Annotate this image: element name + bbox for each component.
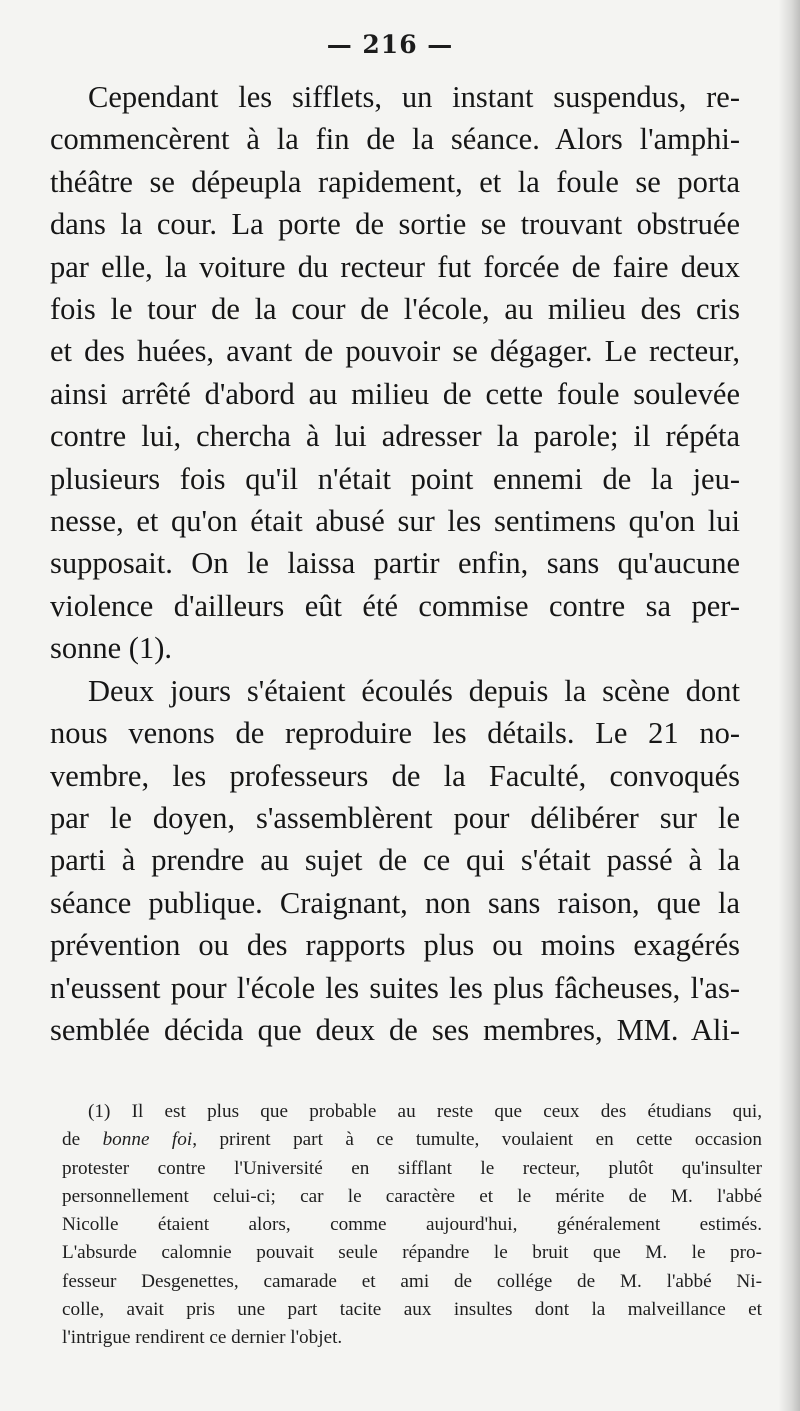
text-line: parti à prendre au sujet de ce qui s'était passé à la: [50, 843, 740, 878]
page-edge-shadow: [778, 0, 800, 1411]
footnote-text: , prirent part à ce tumulte, voulaient en cette occasion: [192, 1129, 762, 1151]
text-line: ainsi arrêté d'abord au milieu de cette foule soulevée: [50, 376, 740, 411]
footnote-line: fesseur Desgenettes, camarade et ami de collége de M. l'abbé Ni-: [62, 1270, 762, 1292]
text-line: commencèrent à la fin de la séance. Alors l'amphi-: [50, 122, 740, 157]
footnote-line: protester contre l'Université en sifflant le recteur, plutôt qu'insulter: [62, 1157, 762, 1179]
footnote-line: Nicolle étaient alors, comme aujourd'hui, généralement estimés.: [62, 1214, 762, 1236]
footnote-line: (1) Il est plus que probable au reste que ceux des étudians qui,: [88, 1101, 762, 1122]
main-text: [50, 76, 740, 1051]
footnote-line: L'absurde calomnie pouvait seule répandre le bruit que M. le pro-: [62, 1242, 762, 1264]
text-line: par le doyen, s'assemblèrent pour délibérer sur le: [50, 800, 740, 835]
footnote-line: personnellement celui-ci; car le caractère et le mérite de M. l'abbé: [62, 1185, 762, 1207]
text-line: sonne (1).: [50, 631, 172, 666]
text-line: vembre, les professeurs de la Faculté, convoqués: [50, 758, 740, 793]
page-number: — 216 —: [326, 30, 454, 59]
text-line: et des huées, avant de pouvoir se dégager. Le recteur,: [50, 334, 740, 369]
text-line: par elle, la voiture du recteur fut forcée de faire deux: [50, 249, 740, 284]
text-line: Cependant les sifflets, un instant suspendus, re-: [88, 80, 740, 114]
text-line: nesse, et qu'on était abusé sur les sentimens qu'on lui: [50, 504, 740, 539]
text-line: n'eussent pour l'école les suites les plus fâcheuses, l'as-: [50, 970, 740, 1005]
footnote-line: [62, 1126, 762, 1154]
text-line: théâtre se dépeupla rapidement, et la foule se porta: [50, 164, 740, 199]
text-line: prévention ou des rapports plus ou moins exagérés: [50, 928, 740, 963]
footnote: [62, 1098, 762, 1353]
text-line: violence d'ailleurs eût été commise contre sa per-: [50, 588, 740, 623]
text-line: plusieurs fois qu'il n'était point ennemi de la jeu-: [50, 461, 740, 496]
text-line: Deux jours s'étaient écoulés depuis la scène dont: [88, 673, 740, 708]
text-line: séance publique. Craignant, non sans raison, que la: [50, 885, 740, 920]
footnote-line: colle, avait pris une part tacite aux insultes dont la malveillance et: [62, 1299, 762, 1321]
footnote-italic-text: bonne foi: [102, 1129, 193, 1151]
text-line: nous venons de reproduire les détails. Le 21 no-: [50, 716, 740, 751]
text-line: dans la cour. La porte de sortie se trouvant obstruée: [50, 207, 740, 242]
text-line: contre lui, chercha à lui adresser la parole; il répéta: [50, 419, 740, 454]
text-line: fois le tour de la cour de l'école, au milieu des cris: [50, 292, 740, 327]
text-line: semblée décida que deux de ses membres, MM. Ali-: [50, 1012, 740, 1047]
footnote-line: l'intrigue rendirent ce dernier l'objet.: [62, 1327, 343, 1349]
footnote-text: de: [62, 1129, 103, 1151]
text-line: supposait. On le laissa partir enfin, sans qu'aucune: [50, 546, 740, 581]
